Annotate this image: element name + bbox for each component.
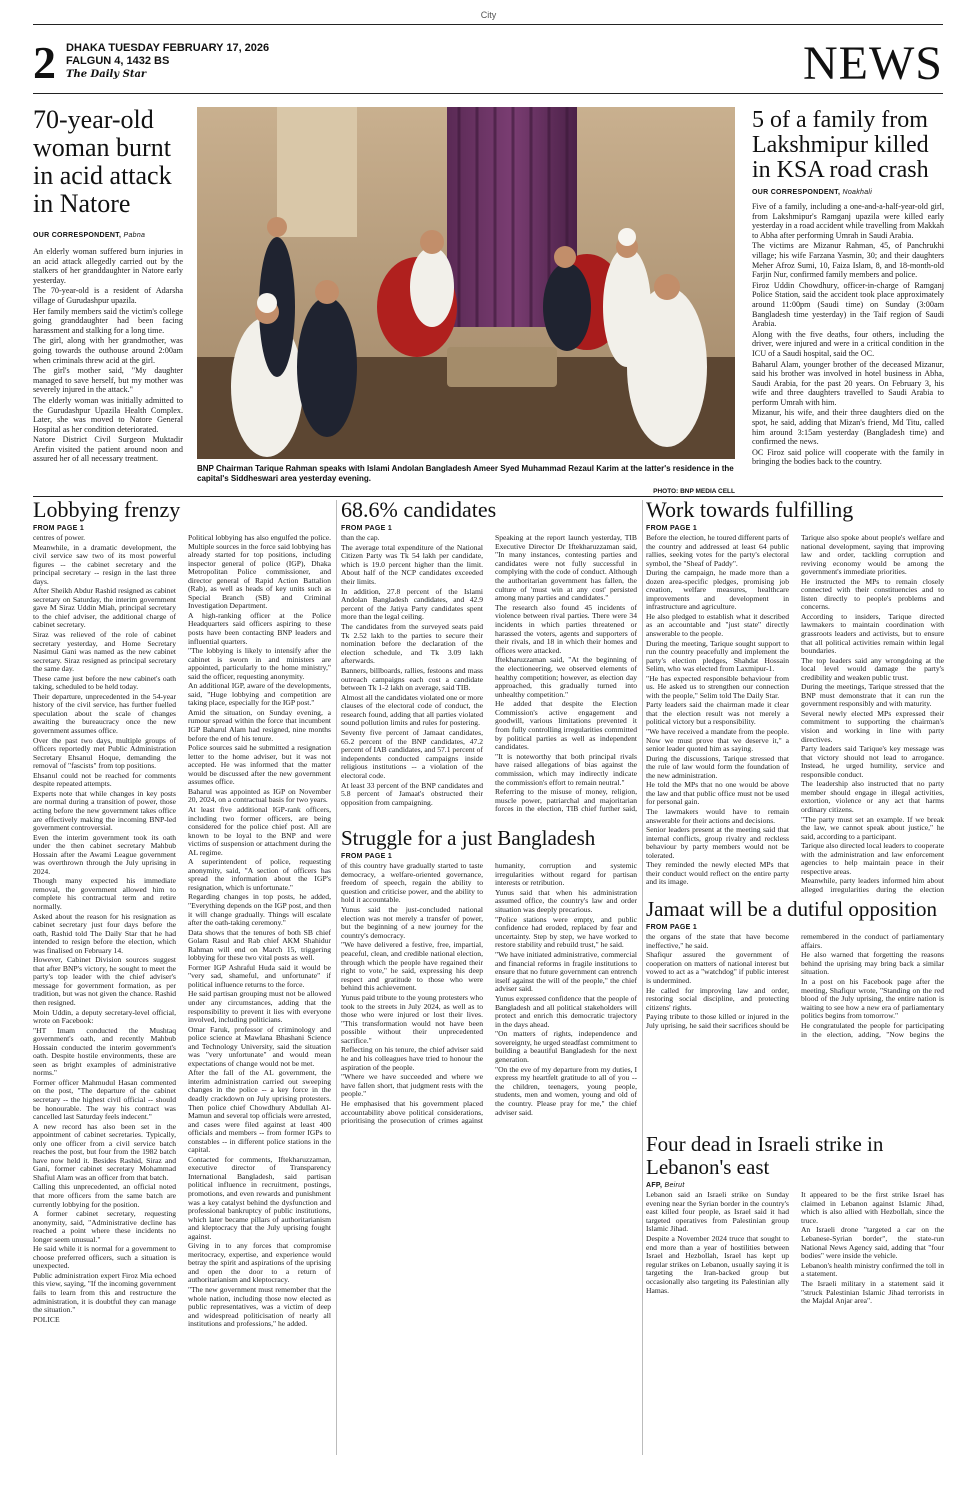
- photo-illustration: [197, 107, 735, 459]
- paragraph: During the campaign, he made more than a dozen area-specific pledges, promising job creation, welfare measures, healthcare improvements and development in infrastructure and agriculture.: [646, 568, 789, 612]
- paragraph: He instructed the MPs to remain closely connected with their constituencies and to listen directly to people's problems and concerns.: [801, 576, 944, 612]
- article-body: [646, 1191, 944, 1311]
- paragraph: It appeared to be the first strike Israel has claimed in Lebanon against Islamic Jihad, which is also allied with Hezbollah, since the truce.: [801, 1191, 944, 1225]
- byline-author: OUR CORRESPONDENT,: [752, 189, 841, 196]
- headline: Work towards fulfilling: [646, 497, 854, 522]
- column-divider: [336, 500, 337, 1455]
- article-body: [33, 534, 331, 1489]
- section-title: NEWS: [803, 37, 943, 90]
- paragraph: "Police stations were empty, and public confidence had eroded, replaced by fear and uncertainty. Step by step, we have worked to restore stability and rebuild trust," he said.: [495, 914, 637, 950]
- section-label: City: [480, 10, 497, 20]
- article-body: [646, 933, 944, 1043]
- paragraph: the organs of the state that have become ineffective," he said.: [646, 933, 789, 950]
- paragraph: Contacted for comments, Iftekharuzzaman, executive director of Transparency International Bangladesh, said partisan political influence in recruitment, postings, promotions, and even rewards and punishment was a key catalyst behind the dysfunction and professional bankruptcy of public institutions, which later became pillars of authoritarianism and kleptocracy that the July uprising fought against.: [188, 1154, 331, 1241]
- paragraph: The lawmakers would have to remain answerable for their actions and decisions.: [646, 806, 789, 825]
- byline: [752, 189, 944, 196]
- paragraph: Her family members said the victim's college going granddaughter had been facing harassment and stalking for a long time.: [33, 306, 183, 335]
- news-photo: [197, 107, 735, 459]
- story-acid: [33, 106, 183, 465]
- date-block: [66, 42, 269, 81]
- paragraph: In a post on his Facebook page after the meeting, Shafiqur wrote, "Standing on the red blood of the July uprising, the entire nation is waiting to see how a new era of parliamentary politics begins from tomorrow.": [801, 976, 944, 1021]
- paragraph: He also pledged to establish what it described as an accountable and "just state" directly answerable to the people.: [646, 611, 789, 639]
- paragraph: Several newly elected MPs expressed their commitment to supporting the chairman's vision and working in line with party directives.: [801, 708, 944, 744]
- paragraph: Senior leaders present at the meeting said that internal conflicts, group rivalry and reckless behaviour by party members would not be tolerated.: [646, 825, 789, 860]
- paragraph: Omar Faruk, professor of criminology and police science at Mawlana Bhashani Science and Technology University, said the situation was "very unfortunate" and would mean expectations of change would not be met.: [188, 1024, 331, 1068]
- paragraph: Former officer Mahmudul Hasan commented on the post, "The departure of the cabinet secretary -- the highest civil official -- should be honourable. The way his contract was cancelled last Saturday feels indecent.": [33, 1077, 176, 1122]
- paragraph: Iftekharuzzaman said, "At the beginning of the electioneering, we observed elements of healthy competition; however, as election day approached, this gradually turned into unhealthy competition.": [495, 655, 637, 699]
- paragraph: The candidates from the surveyed seats paid Tk 2.52 lakh to the parties to secure their nomination before the declaration of the election schedule, and Tk 3.09 lakh afterwards.: [341, 621, 483, 666]
- paragraph: Yunus said the just-concluded national election was not merely a transfer of power, but the beginning of a new journey for the country's democracy.: [341, 904, 483, 940]
- paragraph: An additional IGP, aware of the developments, said, "Huge lobbying and competition are taking place, especially for the IGP post.": [188, 681, 331, 708]
- paragraph: He congratulated the people for participating in the election, adding, "Now begins the: [801, 1020, 944, 1039]
- paragraph: Banners, billboards, rallies, festoons and mass outreach campaigns each cost a candidate between Tk 1-2 lakh on average, said TIB.: [341, 665, 483, 693]
- paragraph: He called for improving law and order, restoring social discipline, and protecting citizens' rights.: [646, 985, 789, 1012]
- byline-author: AFP,: [646, 1182, 663, 1189]
- paragraph: Even the interim government took its oath under the then cabinet secretary Mahbub Hossain after the Awami League government was overthrown through the July uprising in 2024.: [33, 832, 176, 876]
- byline-place: Pabna: [123, 232, 146, 239]
- paragraph: Police sources said he submitted a resignation letter to the home adviser, but it was not accepted. He was informed that the matter would be discussed after the new government assumes office.: [188, 743, 331, 787]
- paragraph: Data shows that the tenures of both SB chief Golam Rasul and Rab chief AKM Shahidur Rahman will end on March 15, triggering lobbying for these two vital posts as well.: [188, 927, 331, 963]
- paragraph: They reminded the newly elected MPs that their conduct would reflect on the entire party and its image.: [646, 860, 789, 887]
- from-page: FROM PAGE 1: [33, 525, 85, 532]
- story-lebanon: [646, 1133, 944, 1311]
- story-ksa: [752, 108, 944, 468]
- paragraph: Tarique also spoke about people's welfare and national development, saying that improving law and order, tackling corruption and reviving economy would be among the government's immediate priorities.: [801, 534, 944, 577]
- paragraph: However, Cabinet Division sources suggest that after BNP's victory, he sought to meet the party's top leader with the chief adviser's message for government formation, as per tradition, but was not given the chance. Rashid then resigned.: [33, 955, 176, 1007]
- paragraph: "On matters of rights, independence and sovereignty, he urged steadfast commitment to building a beautiful Bangladesh for the next generation.: [495, 1029, 637, 1065]
- paragraph: An Israeli drone "targeted a car on the Lebanese-Syrian border", the state-run National News Agency said, adding that "four bodies" were inside the vehicle.: [801, 1225, 944, 1261]
- paragraph: "The party must set an example. If we break the law, we cannot speak about justice," he said, according to a participant.: [801, 814, 944, 841]
- paragraph: Reflecting on his tenure, the chief adviser said he and his colleagues have tried to honour the aspiration of the people.: [341, 1045, 483, 1072]
- article-body: [341, 862, 637, 1152]
- headline: 70-year-old woman burnt in acid attack in Natore: [33, 105, 172, 218]
- paragraph: Siraz was relieved of the role of cabinet secretary yesterday, and Home Secretary Nasimul Gani was named as the new cabinet secretary. Siraz resigned as principal secretary the same day.: [33, 630, 176, 674]
- article-body: [341, 534, 637, 816]
- paragraph: Yunus paid tribute to the young protesters who took to the streets in July 2024, as well as to those who were injured or lost their lives. "This transformation would not have been possible without their unprecedented sacrifice.": [341, 992, 483, 1045]
- byline-author: OUR CORRESPONDENT,: [33, 232, 122, 239]
- byline-place: Beirut: [664, 1182, 685, 1189]
- paragraph: Speaking at the report launch yesterday, TIB Executive Director Dr Iftekharuzzaman said, "In many instances, contesting parties and candidates were not fully successful in complying with the code of conduct. Although the authoritarian government has fallen, the culture of 'must win at any cost' persisted among many parties and candidates.": [495, 534, 637, 603]
- paragraph: A former cabinet secretary, requesting anonymity, said, "Administrative decline has reached a point where these incidents no longer seem unusual.": [33, 1209, 176, 1244]
- paragraph: Party leaders said Tarique's key message was that victory should not lead to arrogance. Instead, he urged humility, service and responsible conduct.: [801, 744, 944, 779]
- paragraph: A high-ranking officer at the Police Headquarters said officers aspiring to these posts have been contacting BNP leaders and influential quarters.: [188, 610, 331, 646]
- paragraph: Former IGP Ashraful Huda said it would be "very sad, shameful, and unfortunate" if political influence returns to the force.: [188, 962, 331, 989]
- photo-credit: [560, 488, 735, 495]
- bangla-date: FALGUN 4, 1432 BS: [66, 55, 170, 67]
- paragraph: A superintendent of police, requesting anonymity, said, "A section of officers has spread the information about the IGP's resignation, which is unfortunate.": [188, 857, 331, 892]
- headline: Struggle for a just Bangladesh: [341, 826, 596, 850]
- paragraph: Moin Uddin, a deputy secretary-level official, wrote on Facebook:: [33, 1007, 176, 1026]
- paragraph: In addition, 27.8 percent of the Islami Andolan Bangladesh candidates, and 42.9 percent of the Jatiya Party candidates spent more than the legal ceiling.: [341, 586, 483, 622]
- paragraph: The girl's mother said, "My daughter managed to save herself, but my mother was severely injured in the attack.": [33, 366, 183, 395]
- article-body: [646, 534, 944, 904]
- paragraph: Five of a family, including a one-and-a-half-year-old girl, from Lakshmipur's Ramganj upazila were killed early yesterday in a road accident while travelling from Makkah to Abha after performing Umrah in Saudi Arabia.: [752, 202, 944, 240]
- paragraph: Regarding changes in top posts, he added, "Everything depends on the IGP post, and then it will change gradually. Things will escalate after the oath-taking ceremony.": [188, 892, 331, 928]
- paragraph: The average total expenditure of the National Citizen Party was Tk 54 lakh per candidate, which is 19.0 percent higher than the limit. About half of the NCP candidates exceeded their limits.: [341, 542, 483, 586]
- paragraph: "It is noteworthy that both principal rivals have raised allegations of bias against the commission, which may indirectly indicate the commission's effort to remain neutral.": [495, 751, 637, 787]
- headline: 68.6% candidates: [341, 497, 497, 522]
- photo-caption: BNP Chairman Tarique Rahman speaks with Islami Andolan Bangladesh Ameer Syed Muhammad Rezaul Karim at the latter's residence in the capital's Siddheswari area yesterday evening.: [197, 464, 734, 483]
- paragraph: Calling this unprecedented, an official noted that more officers from the same batch are currently lobbying for the position.: [33, 1182, 176, 1209]
- paragraph: Natore District Civil Surgeon Muktadir Arefin visited the patient around noon and assured her of all necessary treatment.: [33, 435, 183, 464]
- story-justbd: [341, 826, 637, 1152]
- paragraph: Amid the situation, on Sunday evening, a rumour spread within the force that incumbent IGP Baharul Alam had resigned, nine months before the end of his tenure.: [188, 707, 331, 743]
- paragraph: "The lobbying is likely to intensify after the cabinet is sworn in and ministers are appointed, particularly to the home ministry," said the officer, requesting anonymity.: [188, 646, 331, 681]
- paragraph: Firoz Uddin Chowdhury, officer-in-charge of Ramganj Police Station, said the accident took place approximately around 11:00pm (Saudi time) on Sunday (3:00am Bangladesh time yesterday) in the Taif region of Saudi Arabia.: [752, 280, 944, 329]
- byline: [646, 1182, 944, 1189]
- paragraph: After Sheikh Abdur Rashid resigned as cabinet secretary on Saturday, the interim government gave M Siraz Uddin Miah, principal secretary to the chief adviser, the additional charge of cabinet secretary.: [33, 586, 176, 630]
- header-rule: [33, 93, 943, 94]
- paragraph: Giving in to any forces that compromise meritocracy, expertise, and experience would betray the spirit and aspirations of the uprising and open the door to a return of authoritarianism and kleptocracy.: [188, 1241, 331, 1285]
- paragraph: He also warned that forgetting the reasons behind the uprising may bring back a similar situation.: [801, 950, 944, 977]
- paragraph: The victims are Mizanur Rahman, 45, of Panchrukhi village; his wife Farzana Yasmin, 30; and their daughters Meher Afroz Sumi, 10, Faiza Islam, 8, and 18-month-old Farjin Nur, confirmed family members and police.: [752, 241, 944, 280]
- paragraph: Referring to the misuse of money, religion, muscle power, patriarchal and majoritarian forces in the election, TIB chief further said,: [495, 787, 637, 814]
- paragraph: Seventy five percent of Jamaat candidates, 65.2 percent of the BNP candidates, 47.2 percent of IAB candidates, and 57.1 percent of independents conducted campaigns inside religious institutions -- a violation of the electoral code.: [341, 728, 483, 781]
- paragraph: He emphasised that his government placed accountability above political considerations, prioritising the prosecution of crimes against humanity, corruption and systemic irregularities without regard for partisan interests or retribution.: [341, 862, 637, 1126]
- paragraph: Baharul was appointed as IGP on November 20, 2024, on a contractual basis for two years.: [188, 786, 331, 805]
- paragraph: An elderly woman suffered burn injuries in an acid attack allegedly carried out by the stalkers of her granddaughter in Natore early yesterday.: [33, 247, 183, 285]
- headline: 5 of a family from Lakshmipur killed in KSA road crash: [752, 107, 929, 183]
- paragraph: During the discussions, Tarique stressed that the rule of law would form the foundation of the new administration.: [646, 753, 789, 780]
- credit-source: BNP MEDIA CELL: [680, 488, 735, 495]
- paragraph: Ehsanul could not be reached for comments despite repeated attempts.: [33, 770, 176, 789]
- paragraph: A new record has also been set in the appointment of cabinet secretaries. Typically, only one officer from a civil service batch reaches the post, but four from the 1982 batch have now held it. Besides Rashid, Siraz and Gani, former cabinet secretary Mohammad Shafiul Alam was an officer from that batch.: [33, 1121, 176, 1182]
- paragraph: Lebanon said an Israeli strike on Sunday evening near the Syrian border in the country's east killed four people, as Israel said it had targeted operatives from Palestinian group Islamic Jihad.: [646, 1191, 789, 1234]
- paragraph: Political lobbying has also engulfed the police. Multiple sources in the force said lobbying has already started for top positions, including inspector general of police (IGP), Dhaka Metropolitan Police commissioner, and director general of Rapid Action Battalion (Rab), as well as heads of key units such as Special Branch (SB) and Criminal Investigation Department.: [188, 534, 331, 611]
- story-candidates: [341, 498, 637, 816]
- paragraph: Along with the five deaths, four others, including the driver, were injured and were in a critical condition in the ICU of a Saudi hospital, said the OC.: [752, 329, 944, 358]
- paragraph: According to insiders, Tarique directed lawmakers to maintain coordination with grassroots leaders and activists, but to ensure that all political activities remain within legal boundaries.: [801, 611, 944, 656]
- paragraph: "On the eve of my departure from my duties, I express my heartfelt gratitude to all of you -- the children, teenagers, young people, students, men and women, young and old of the country. Please pray for me," the chief adviser said.: [495, 1064, 637, 1117]
- paragraph: Their departure, unprecedented in the 54-year history of the civil service, has further fuelled speculation about the scale of changes awaiting the bureaucracy once the new government assumes office.: [33, 691, 176, 736]
- paragraph: The 70-year-old is a resident of Adarsha village of Gurudashpur upazila.: [33, 286, 183, 305]
- paragraph: Meanwhile, party leaders informed him about alleged irregularities during the election: [801, 876, 944, 894]
- story-lobbying: [33, 498, 331, 1489]
- paragraph: The girl, along with her grandmother, was going towards the outhouse around 2:00am when criminals threw acid at the girl.: [33, 336, 183, 365]
- paragraph: Shafiqur assured the government of cooperation on matters of national interest but vowed to act as a "watchdog" if public interest is undermined.: [646, 950, 789, 985]
- headline: Four dead in Israeli strike in Lebanon's east: [646, 1132, 884, 1179]
- top-rule: [33, 24, 943, 25]
- paragraph: Though many expected his immediate removal, the government allowed him to complete his contractual term and retire normally.: [33, 876, 176, 911]
- paragraph: Over the past two days, multiple groups of officers reportedly met Public Administration Secretary Ehsanul Hoque, demanding the removal of "fascists" from top positions.: [33, 735, 176, 771]
- from-page: FROM PAGE 1: [341, 853, 393, 860]
- story-jamaat: [646, 898, 944, 1043]
- article-body: [752, 202, 944, 467]
- paragraph: Experts note that while changes in key posts are normal during a transition of power, those acting before the new government takes office are effectively making the incoming BNP-led government controversial.: [33, 788, 176, 833]
- paragraph: Meanwhile, in a dramatic development, the civil service saw two of its most powerful figures -- the cabinet secretary and the principal secretary -- resign in the last three days.: [33, 542, 176, 586]
- paragraph: centres of power.: [33, 534, 86, 542]
- credit-label: PHOTO:: [653, 488, 679, 495]
- paragraph: "We have delivered a festive, free, impartial, peaceful, clean, and credible national election, through which the people have regained their right to vote," he said, expressing his deep respect and gratitude to those who were behind this achievement.: [341, 940, 483, 993]
- paragraph: Mizanur, his wife, and their three daughters died on the spot, he said, adding that Mizan's friend, Md Titu, called him around 3:15am yesterday (Bangladesh time) and confirmed the news.: [752, 408, 944, 447]
- paragraph: He told the MPs that no one would be above the law and that public office must not be used for personal gain.: [646, 780, 789, 807]
- paragraph: "The new government must remember that the whole nation, including those now elected as public representatives, was a victim of deep and widespread politicisation of nearly all institutions and professions," he added.: [188, 1285, 331, 1329]
- paragraph: He added that despite the Election Commission's active engagement and goodwill, various limitations prevented it from fully controlling irregularities committed by political parties as well as independent candidates.: [495, 699, 637, 752]
- paragraph: Baharul Alam, younger brother of the deceased Mizanur, said his brother was involved in hotel business in Abha, Saudi Arabia, for the past 20 years. On February 3, his wife and three daughters travelled to Saudi Arabia to perform Umrah with him.: [752, 359, 944, 407]
- story-fulfilling: [646, 498, 944, 904]
- from-page: FROM PAGE 1: [341, 525, 393, 532]
- paragraph: Before the election, he toured different parts of the country and addressed at least 64 public rallies, seeking votes for the party's electoral symbol, the "Sheaf of Paddy".: [646, 534, 789, 568]
- paragraph: The top leaders said any wrongdoing at the local level would damage the party's credibility and weaken public trust.: [801, 655, 944, 682]
- paragraph: The leadership also instructed that no party member should engage in illegal activities, extortion, violence or any act that harms ordinary citizens.: [801, 779, 944, 814]
- paragraph: Despite a November 2024 truce that sought to end more than a year of hostilities between Israel and Hezbollah, Israel has kept up regular strikes on Lebanon, usually saying it is targeting the Iran-backed group but occasionally also targeting its Palestinian ally Hamas.: [646, 1233, 789, 1295]
- paragraph: At least five additional IGP-rank officers, including two former officers, are being considered for the police chief post. All are known to be loyal to the BNP and were victims of suspension or attachment during the AL regime.: [188, 804, 331, 857]
- paragraph: The elderly woman was initially admitted to the Gurudashpur Upazila Health Complex. Later, she was moved to Natore General Hospital as her condition deteriorated.: [33, 395, 183, 434]
- paragraph: After the fall of the AL government, the interim administration carried out sweeping changes in the police -- a key force in the deadly crackdown on July uprising protesters. Then police chief Chowdhury Abdullah Al-Mamun and several top officials were arrested, and cases were filed against at least 400 officials and members -- from former IGPs to constables -- in different police stations in the capital.: [188, 1068, 331, 1155]
- byline-place: Noakhali: [842, 189, 873, 196]
- byline: [33, 232, 183, 239]
- paragraph: "We have received a mandate from the people. Now we must prove that we deserve it," a senior leader quoted him as saying.: [646, 727, 789, 754]
- paragraph: OC Firoz said police will cooperate with the family in bringing the bodies back to the country.: [752, 447, 944, 467]
- column-divider: [642, 500, 643, 1455]
- paragraph: Party leaders said the chairman made it clear that the election result was not merely a political victory but a responsibility.: [646, 700, 789, 727]
- paragraph: Lebanon's health ministry confirmed the toll in a statement.: [801, 1260, 944, 1279]
- from-page: FROM PAGE 1: [646, 924, 698, 931]
- paragraph: These came just before the new cabinet's oath taking, scheduled to be held today.: [33, 673, 176, 692]
- paragraph: POLICE: [33, 1314, 60, 1324]
- paragraph: "He has expected responsible behaviour from us. He asked us to strengthen our connection with the people," Selim told The Daily Star.: [646, 673, 789, 700]
- date-line: DHAKA TUESDAY FEBRUARY 17, 2026: [66, 42, 270, 54]
- paragraph: Almost all the candidates violated one or more clauses of the electoral code of conduct, the research found, adding that all parties violated sound pollution limits and rules for postering.: [341, 692, 483, 728]
- paragraph: During the meeting, Tarique sought support to run the country peacefully and implement the party's election pledges, Shahdat Hossain Selim, who was elected from Laxmipur-1.: [646, 638, 789, 674]
- paragraph: During the meetings, Tarique stressed that the BNP must demonstrate that it can run the government responsibly and with maturity.: [801, 682, 944, 709]
- paragraph: Yunus expressed confidence that the people of Bangladesh and all political stakeholders will protect and enrich this democratic trajectory in the days ahead.: [495, 993, 637, 1029]
- headline: Jamaat will be a dutiful opposition: [646, 897, 938, 921]
- paragraph: At least 33 percent of the BNP candidates and 5.8 percent of Jamaat's obstructed their opposition from campaigning.: [341, 780, 483, 807]
- paragraph: The research also found 45 incidents of violence between rival parties. There were 34 incidents in which parties threatened or harassed the voters, agents and supporters of their rivals, and 18 in which their homes and offices were attacked.: [495, 602, 637, 655]
- paragraph: "HT Imam conducted the Mushtaq government's oath, and recently Mahbub Hossain conducted the interim government's oath. Despite hostile environments, these are seen as bright examples of administrative norms.": [33, 1025, 176, 1078]
- masthead-logo: The Daily Star: [66, 69, 147, 80]
- paragraph: The Israeli military in a statement said it "struck Palestinian Islamic Jihad terrorists in the Majdal Anjar area".: [801, 1278, 944, 1306]
- headline: Lobbying frenzy: [33, 497, 181, 522]
- article-body: [33, 247, 183, 464]
- paragraph: "Where we have succeeded and where we have fallen short, that judgment rests with the people.": [341, 1072, 483, 1099]
- paragraph: Yunus said that when his administration assumed office, the country's law and order situation was deeply precarious.: [495, 887, 637, 914]
- paragraph: "We have initiated administrative, commercial and financial reforms in fragile institutions to ensure that no future government can entrench itself against the will of the people," the chief adviser said.: [495, 949, 637, 994]
- from-page: FROM PAGE 1: [646, 525, 698, 532]
- paragraph: Public administration expert Firoz Mia echoed this view, saying, "If the incoming government fails to learn from this and restructure the administration, it is doubtful they can manage the situation.": [33, 1270, 176, 1315]
- paragraph: than the cap.: [341, 534, 380, 542]
- paragraph: Tarique also directed local leaders to cooperate with the administration and law enforcement agencies to help maintain peace in their respective areas.: [801, 841, 944, 876]
- paragraph: He said while it is normal for a government to choose preferred officers, such a situation is unexpected.: [33, 1244, 176, 1271]
- page-number: 2: [33, 37, 56, 88]
- paragraph: Paying tribute to those killed or injured in the July uprising, he said their sacrifices should be remembered in the conduct of parliamentary affairs.: [646, 933, 944, 1030]
- paragraph: He said partisan grouping must not be allowed under any circumstances, adding that the responsibility to prevent it lies with everyone involved, including politicians.: [188, 989, 331, 1025]
- paragraph: Asked about the reason for his resignation as cabinet secretary just four days before the oath, Rashid told The Daily Star that he had intended to resign before the election, which was finalised on February 14.: [33, 911, 176, 955]
- paragraph: of this country have gradually started to taste democracy, a welfare-oriented governance, freedom of speech, regain the ability to question and criticise power, and the ability to hold it accountable.: [341, 862, 483, 905]
